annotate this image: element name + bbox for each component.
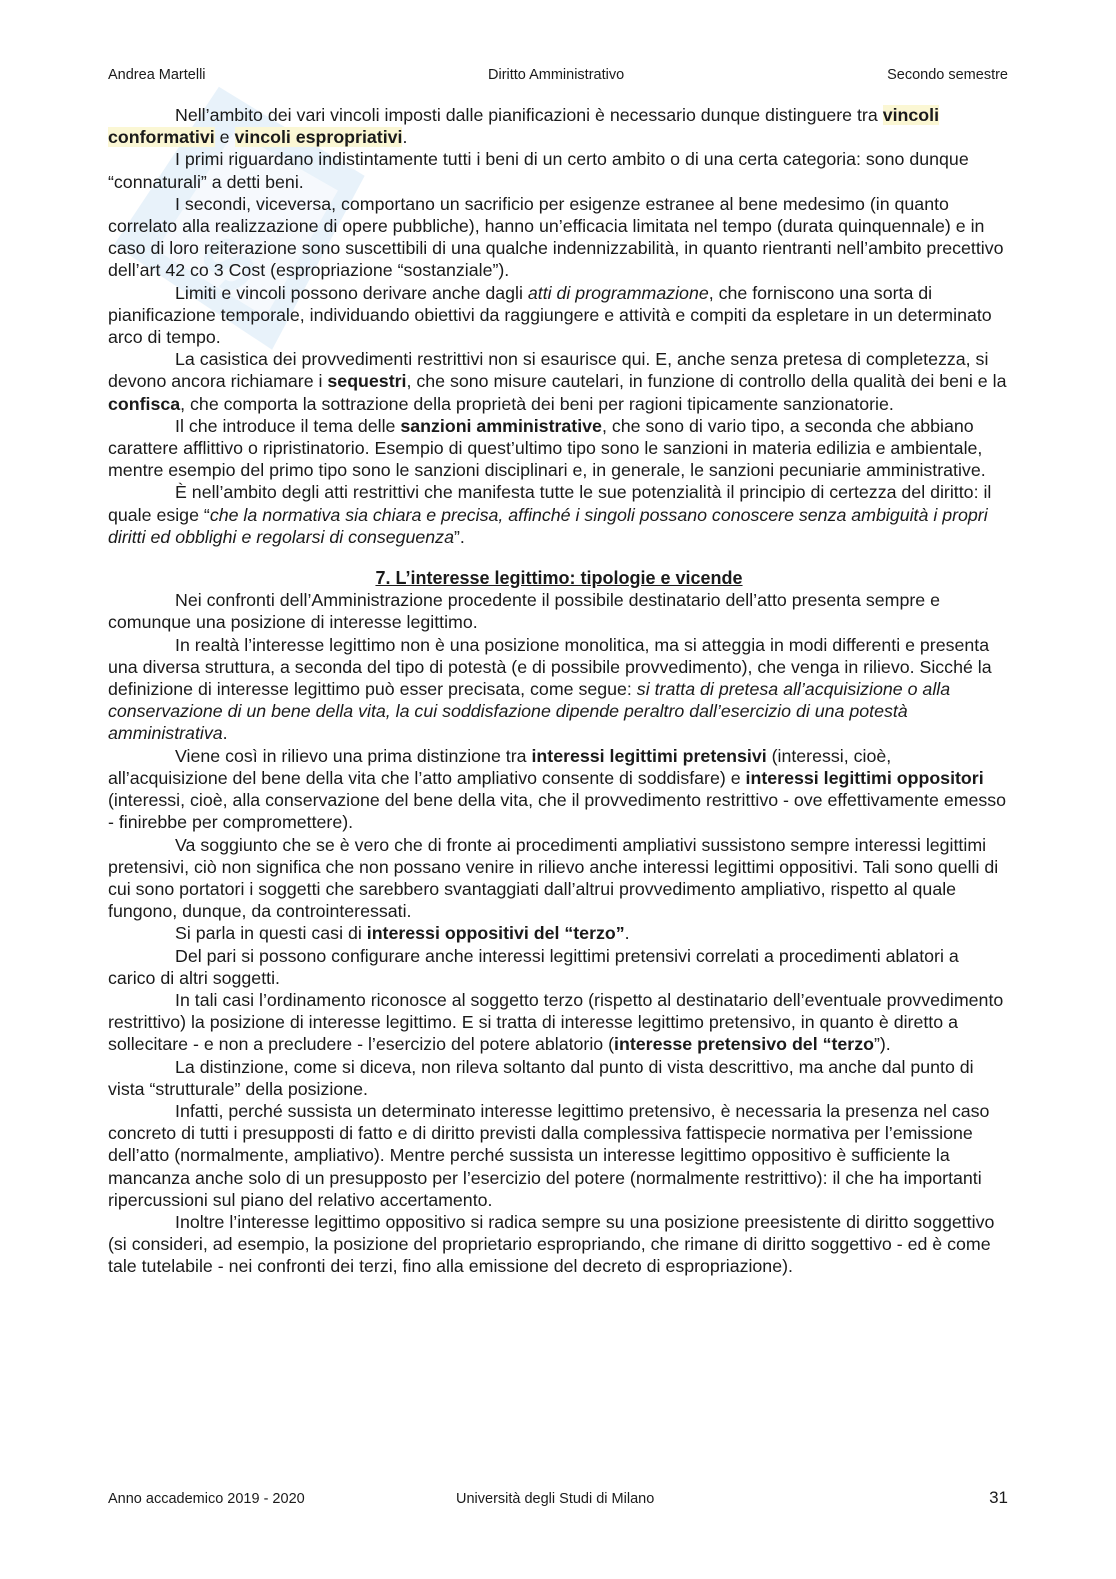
paragraph: I secondi, viceversa, comportano un sacrificio per esigenze estranee al bene medesimo (in quanto correlato alla realizzazione di opere pubbliche), hanno un’efficacia limitata nel tempo (durata quinquennale) e in caso di loro reiterazione sono suscettibili di una qualche indennizzabilità, in quanto rientranti nell’ambito precettivo dell’art 42 co 3 Cost (espropriazione “sostanziale”). (108, 193, 1004, 281)
page-header (108, 67, 1008, 87)
paragraph: Inoltre l’interesse legittimo oppositivo si radica sempre su una posizione preesistente di diritto soggettivo (si consideri, ad esempio, la posizione del proprietario espropriando, che rimane di diritto soggettivo - ed è come tale tutelabile - nei confronti dei terzi, fino alla emissione del decreto di espropriazione). (108, 1211, 995, 1277)
paragraph: Viene così in rilievo una prima distinzione tra interessi legittimi pretensivi (interessi, cioè, all’acquisizione del bene della vita che l’atto ampliativo consente di soddisfare) e interessi legittimi oppositori (interessi, cioè, alla conservazione del bene della vita, che il provvedimento restrittivo - ove effettivamente emesso - finirebbe per compromettere). (108, 745, 1007, 833)
page-number: 31 (989, 1488, 1008, 1507)
paragraph: Il che introduce il tema delle sanzioni amministrative, che sono di vario tipo, a seconda che abbiano carattere afflittivo o ripristinatorio. Esempio di quest’ultimo tipo sono le sanzioni in materia edilizia e ambientale, mentre esempio del primo tipo sono le sanzioni disciplinari e, in generale, le sanzioni pecuniarie amministrative. (108, 415, 986, 481)
paragraph: I primi riguardano indistintamente tutti i beni di un certo ambito o di una certa categoria: sono dunque “connaturali” a detti beni. (108, 149, 969, 192)
page-footer (108, 1488, 1008, 1513)
paragraph: Si parla in questi casi di interessi oppositivi del “terzo”. (175, 923, 630, 944)
paragraph: Va soggiunto che se è vero che di fronte ai procedimenti ampliativi sussistono sempre interessi legittimi pretensivi, ciò non significa che non possano venire in rilievo anche interessi legittimi oppositivi. Tali sono quelli di cui sono portatori i soggetti che sarebbero svantaggiati dall’altrui provvedimento ampliativo, rispetto al quale fungono, dunque, da controinteressati. (108, 834, 999, 922)
paragraph: In realtà l’interesse legittimo non è una posizione monolitica, ma si atteggia in modi differenti e presenta una diversa struttura, a seconda del tipo di potestà (e di possibile provvedimento), che venga in rilievo. Sicché la definizione di interesse legittimo può esser precisata, come segue: si tratta di pretesa all’acquisizione o alla conservazione di un bene della vita, la cui soddisfazione dipende peraltro dall’esercizio di una potestà amministrativa. (108, 634, 992, 744)
paragraph: Nell’ambito dei vari vincoli imposti dalle pianificazioni è necessario dunque distinguere tra vincoli conformativi e vincoli espropriativi. (108, 105, 940, 148)
header-course: Diritto Amministrativo (488, 67, 625, 83)
paragraph: Nei confronti dell’Amministrazione procedente il possibile destinatario dell’atto presenta sempre e comunque una posizione di interesse legittimo. (108, 590, 940, 633)
footer-university: Università degli Studi di Milano (456, 1491, 655, 1507)
header-semester: Secondo semestre (887, 67, 1008, 83)
paragraph: È nell’ambito degli atti restrittivi che manifesta tutte le sue potenzialità il principio di certezza del diritto: il quale esige “che la normativa sia chiara e precisa, affinché i singoli possano conoscere senza ambiguità i propri diritti ed obblighi e regolarsi di conseguenza”. (108, 482, 992, 547)
paragraph: Del pari si possono configurare anche interessi legittimi pretensivi correlati a procedimenti ablatori a carico di altri soggetti. (108, 945, 959, 988)
paragraph: Infatti, perché sussista un determinato interesse legittimo pretensivo, è necessaria la presenza nel caso concreto di tutti i presupposti di fatto e di diritto previsti dalla complessiva fattispecie normativa per l’emissione dell’atto (normalmente, ampliativo). Mentre perché sussista un interesse legittimo oppositivo è sufficiente la mancanza anche solo di un presupposto per l’esercizio del potere (normalmente restrittivo): il che ha importanti ripercussioni sul piano del relativo accertamento. (108, 1100, 990, 1210)
section-title: 7. L’interesse legittimo: tipologie e vicende (375, 568, 743, 589)
svg-text:S: S (186, 219, 272, 310)
paragraph: La casistica dei provvedimenti restrittivi non si esaurisce qui. E, anche senza pretesa di completezza, si devono ancora richiamare i sequestri, che sono misure cautelari, in funzione di controllo della qualità dei beni e la confisca, che comporta la sottrazione della proprietà dei beni per ragioni tipicamente sanzionatorie. (108, 349, 1007, 414)
paragraph: In tali casi l’ordinamento riconosce al soggetto terzo (rispetto al destinatario dell’eventuale provvedimento restrittivo) la posizione di interesse legittimo. E si tratta di interesse legittimo pretensivo, in quanto è diretto a sollecitare - e non a precludere - l’esercizio del potere ablatorio (interesse pretensivo del “terzo”). (108, 989, 1004, 1055)
paragraph: Limiti e vincoli possono derivare anche dagli atti di programmazione, che forniscono una sorta di pianificazione temporale, individuando obiettivi da raggiungere e attività e compiti da espletare in un determinato arco di tempo. (108, 282, 992, 348)
document-body (108, 104, 1010, 1278)
footer-year: Anno accademico 2019 - 2020 (108, 1491, 305, 1507)
header-author: Andrea Martelli (108, 67, 206, 83)
paragraph: La distinzione, come si diceva, non rileva soltanto dal punto di vista descrittivo, ma anche dal punto di vista “strutturale” della posizione. (108, 1056, 974, 1099)
